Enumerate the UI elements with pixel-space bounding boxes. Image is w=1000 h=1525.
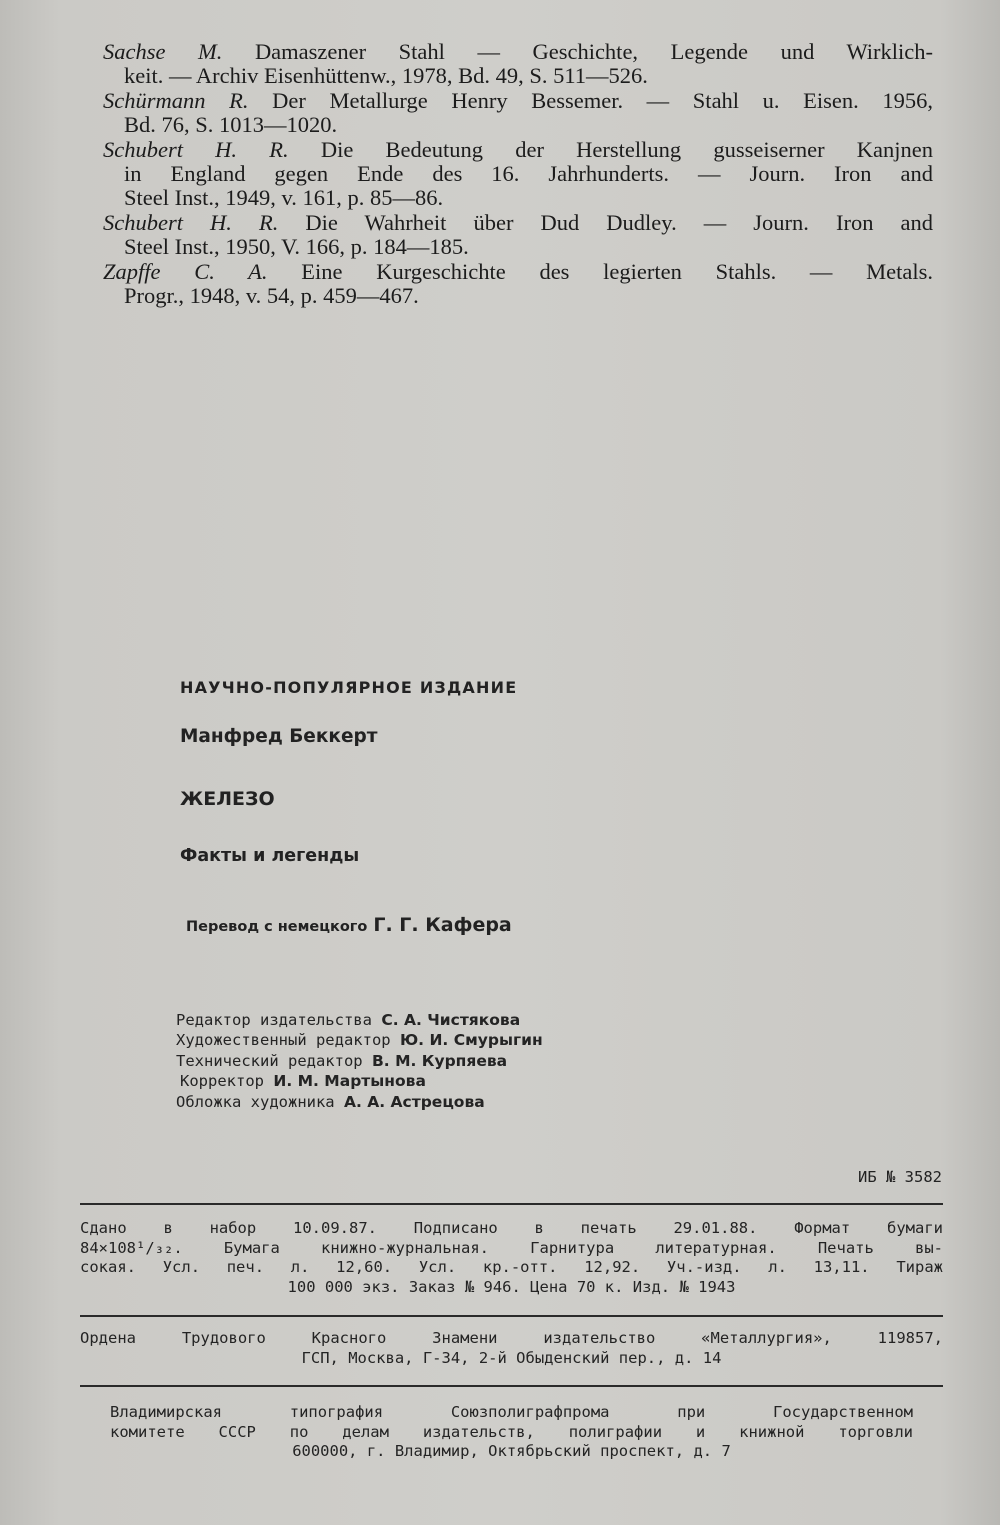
printer-info: Владимирская типография Союзполиграфпрома при Государственном комитете СССР по делам издательств, полиграфии и книжной торговли 600000, г. Владимир, Октябрьский проспект, д. 7 bbox=[110, 1403, 913, 1460]
staff-row: Технический редактор В. М. Курпяева bbox=[176, 1051, 508, 1070]
ib-number: ИБ № 3582 bbox=[858, 1168, 942, 1186]
reference-item: Schubert H. R. Die Bedeutung der Herstellung gusseiserner Kanjnen in England gegen Ende des 16. Jahrhunderts. — Journ. Iron and Steel Inst., 1949, v. 161, p. 85—86. bbox=[103, 136, 933, 211]
book-title: ЖЕЛЕЗО bbox=[180, 788, 275, 810]
book-subtitle: Факты и легенды bbox=[180, 846, 360, 866]
divider bbox=[80, 1203, 943, 1205]
divider bbox=[80, 1315, 943, 1317]
translator-name: Г. Г. Кафера bbox=[373, 914, 512, 936]
reference-item: Sachse M. Damaszener Stahl — Geschichte, Legende und Wirklich- keit. — Archiv Eisenhüttenw., 1978, Bd. 49, S. 511—526. bbox=[103, 39, 934, 89]
reference-item: Schürmann R. Der Metallurge Henry Bessemer. — Stahl u. Eisen. 1956, Bd. 76, S. 1013—1020. bbox=[103, 87, 934, 138]
publisher-info: Ордена Трудового Красного Знамени издательство «Металлургия», 119857, ГСП, Москва, Г-34, 2-й Обыденский пер., д. 14 bbox=[80, 1329, 943, 1367]
reference-item: Schubert H. R. Die Wahrheit über Dud Dudley. — Journ. Iron and Steel Inst., 1950, V. 166, p. 184—185. bbox=[103, 209, 933, 260]
staff-row: Художественный редактор Ю. И. Смурыгин bbox=[176, 1031, 543, 1050]
reference-author: Sachse M. bbox=[103, 39, 223, 64]
print-info: Сдано в набор 10.09.87. Подписано в печать 29.01.88. Формат бумаги 84×108¹/₃₂. Бумага книжно-журнальная. Гарнитура литературная. Печать вы- сокая. Усл. печ. л. 12,60. Усл. кр.-отт. 12,92. Уч.-изд. л. 13,11. Тираж 100 000 экз. Заказ № 946. Цена 70 к. Изд. № 1943 bbox=[80, 1219, 943, 1296]
translation-label: Перевод с немецкого bbox=[186, 919, 368, 935]
translation-credit bbox=[186, 914, 512, 936]
references-list bbox=[103, 40, 933, 308]
staff-row: Редактор издательства С. А. Чистякова bbox=[176, 1011, 521, 1029]
divider bbox=[80, 1385, 943, 1387]
book-author: Манфред Беккерт bbox=[180, 726, 378, 747]
reference-author: Schürmann R. bbox=[103, 87, 249, 113]
reference-author: Schubert H. R. bbox=[103, 136, 289, 162]
staff-row: Обложка художника А. А. Астрецова bbox=[176, 1092, 485, 1111]
editorial-staff bbox=[176, 1010, 543, 1112]
reference-author: Zapffe C. A. bbox=[103, 258, 268, 284]
series-label: НАУЧНО-ПОПУЛЯРНОЕ ИЗДАНИЕ bbox=[180, 678, 518, 697]
reference-item: Zapffe C. A. Eine Kurgeschichte des legierten Stahls. — Metals. Progr., 1948, v. 54, p. 459—467. bbox=[103, 258, 933, 309]
staff-row: Корректор И. М. Мартынова bbox=[180, 1072, 426, 1091]
reference-author: Schubert H. R. bbox=[103, 209, 279, 235]
